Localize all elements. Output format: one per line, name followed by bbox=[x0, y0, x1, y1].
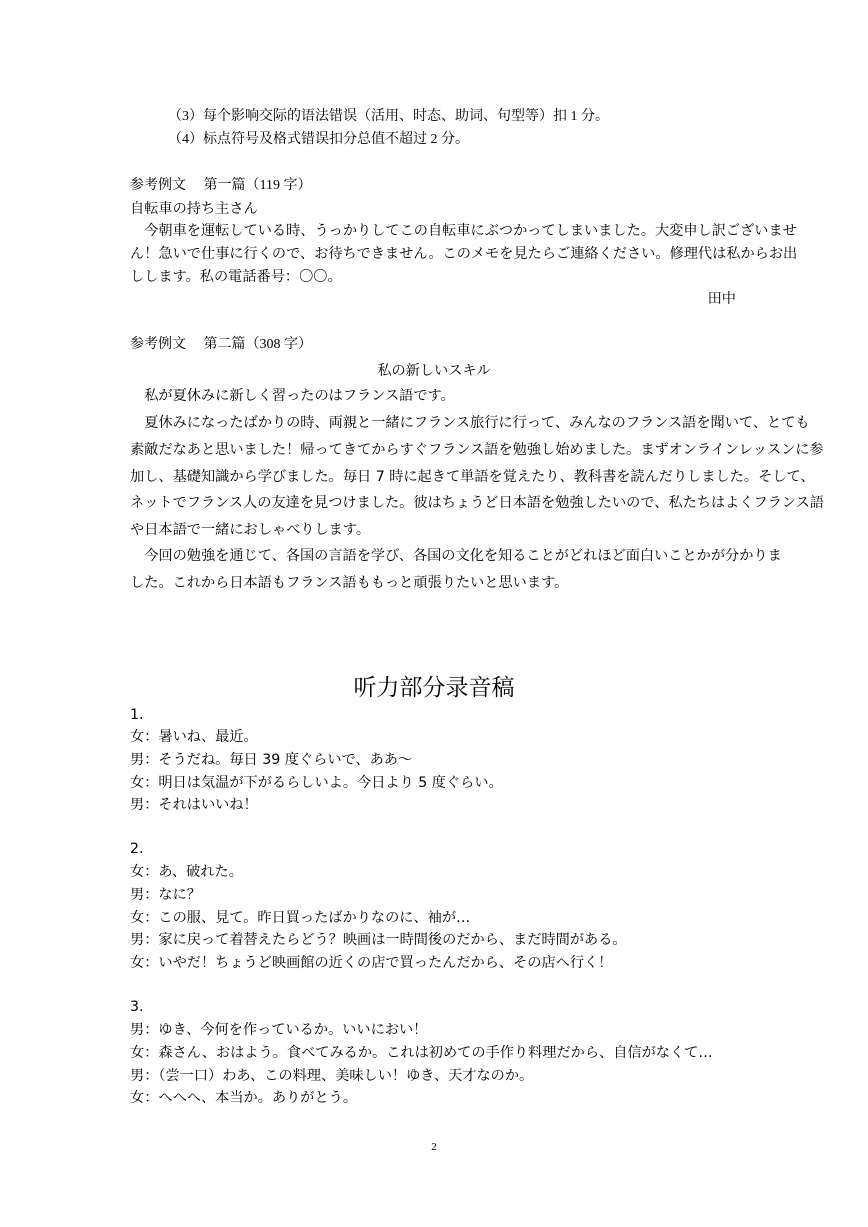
dialogue-line: 女：あ、破れた。 bbox=[130, 864, 243, 880]
dialogue-line: 男：ゆき、今何を作っているか。いいにおい！ bbox=[130, 1022, 428, 1038]
dialogue-line: 男：（尝一口）わあ、この料理、美味しい！ゆき、天才なのか。 bbox=[130, 1068, 534, 1084]
essay2-line: ネットでフランス人の友達を見つけました。彼はちょうど日本語を勉強したいので、私たちはよくフランス語 bbox=[130, 495, 825, 511]
essay1-header: 参考例文 第一篇（119 字） bbox=[130, 178, 312, 193]
essay2-line: 加し、基礎知識から学びました。毎日 7 時に起きて単語を覚えたり、教科書を読んだりしました。そして、 bbox=[130, 469, 815, 485]
essay1-line: ん！急いで仕事に行くので、お待ちできません。このメモを見たらご連絡ください。修理代は私からお出 bbox=[130, 246, 798, 262]
essay2-line: 今回の勉強を通じて、各国の言語を学び、各国の文化を知ることがどれほど面白いことかが分かりま bbox=[130, 548, 782, 564]
dialogue-line: 女：へへへ、本当か。ありがとう。 bbox=[130, 1090, 358, 1106]
dialogue-line: 男：家に戻って着替えたらどう？映画は一時間後のだから、まだ時間がある。 bbox=[130, 932, 627, 948]
essay2-header: 参考例文 第二篇（308 字） bbox=[130, 337, 312, 352]
essay2-line: 素敵だなあと思いました！帰ってきてからすぐフランス語を勉強し始めました。まずオンラインレッスンに参 bbox=[130, 442, 824, 458]
essay1-signature: 田中 bbox=[707, 291, 736, 307]
dialogue-number: 1. bbox=[130, 707, 144, 723]
dialogue-line: 男：それはいいね！ bbox=[130, 797, 258, 813]
dialogue-line: 女：森さん、おはよう。食べてみるか。これは初めての手作り料理だから、自信がなくて… bbox=[130, 1045, 713, 1061]
dialogue-line: 女：いやだ！ちょうど映画館の近くの店で買ったんだから、その店へ行く！ bbox=[130, 955, 613, 971]
essay1-line: しします。私の電話番号：〇〇。 bbox=[130, 269, 342, 285]
scoring-rule-4: （4）标点符号及格式错误扣分总值不超过 2 分。 bbox=[168, 132, 469, 147]
essay2-line: 夏休みになったばかりの時、両親と一緒にフランス旅行に行って、みんなのフランス語を聞いて、とても bbox=[130, 415, 810, 431]
listening-title: 听力部分录音稿 bbox=[353, 675, 515, 700]
dialogue-line: 女：暑いね、最近。 bbox=[130, 729, 258, 745]
page-number: 2 bbox=[431, 1141, 437, 1153]
dialogue-number: 2. bbox=[130, 841, 144, 857]
essay2-title: 私の新しいスキル bbox=[377, 363, 491, 379]
dialogue-line: 男：なに？ bbox=[130, 887, 201, 903]
essay2-line: した。これから日本語もフランス語ももっと頑張りたいと思います。 bbox=[130, 575, 569, 591]
essay2-line: や日本語で一緒におしゃべりします。 bbox=[130, 522, 371, 538]
dialogue-line: 女：この服、見て。昨日買ったばかりなのに、袖が… bbox=[130, 910, 471, 926]
scoring-rule-3: （3）每个影响交际的语法错误（活用、时态、助词、句型等）扣 1 分。 bbox=[168, 109, 609, 124]
dialogue-number: 3. bbox=[130, 999, 144, 1015]
essay1-line: 今朝車を運転している時、うっかりしてこの自転車にぶつかってしまいました。大変申し訳ございませ bbox=[130, 223, 797, 239]
dialogue-line: 男：そうだね。毎日 39 度ぐらいで、ああ～ bbox=[130, 752, 413, 768]
essay2-line: 私が夏休みに新しく習ったのはフランス語です。 bbox=[130, 388, 455, 404]
essay1-title: 自転車の持ち主さん bbox=[130, 201, 258, 217]
dialogue-line: 女：明日は気温が下がるらしいよ。今日より 5 度ぐらい。 bbox=[130, 775, 503, 791]
